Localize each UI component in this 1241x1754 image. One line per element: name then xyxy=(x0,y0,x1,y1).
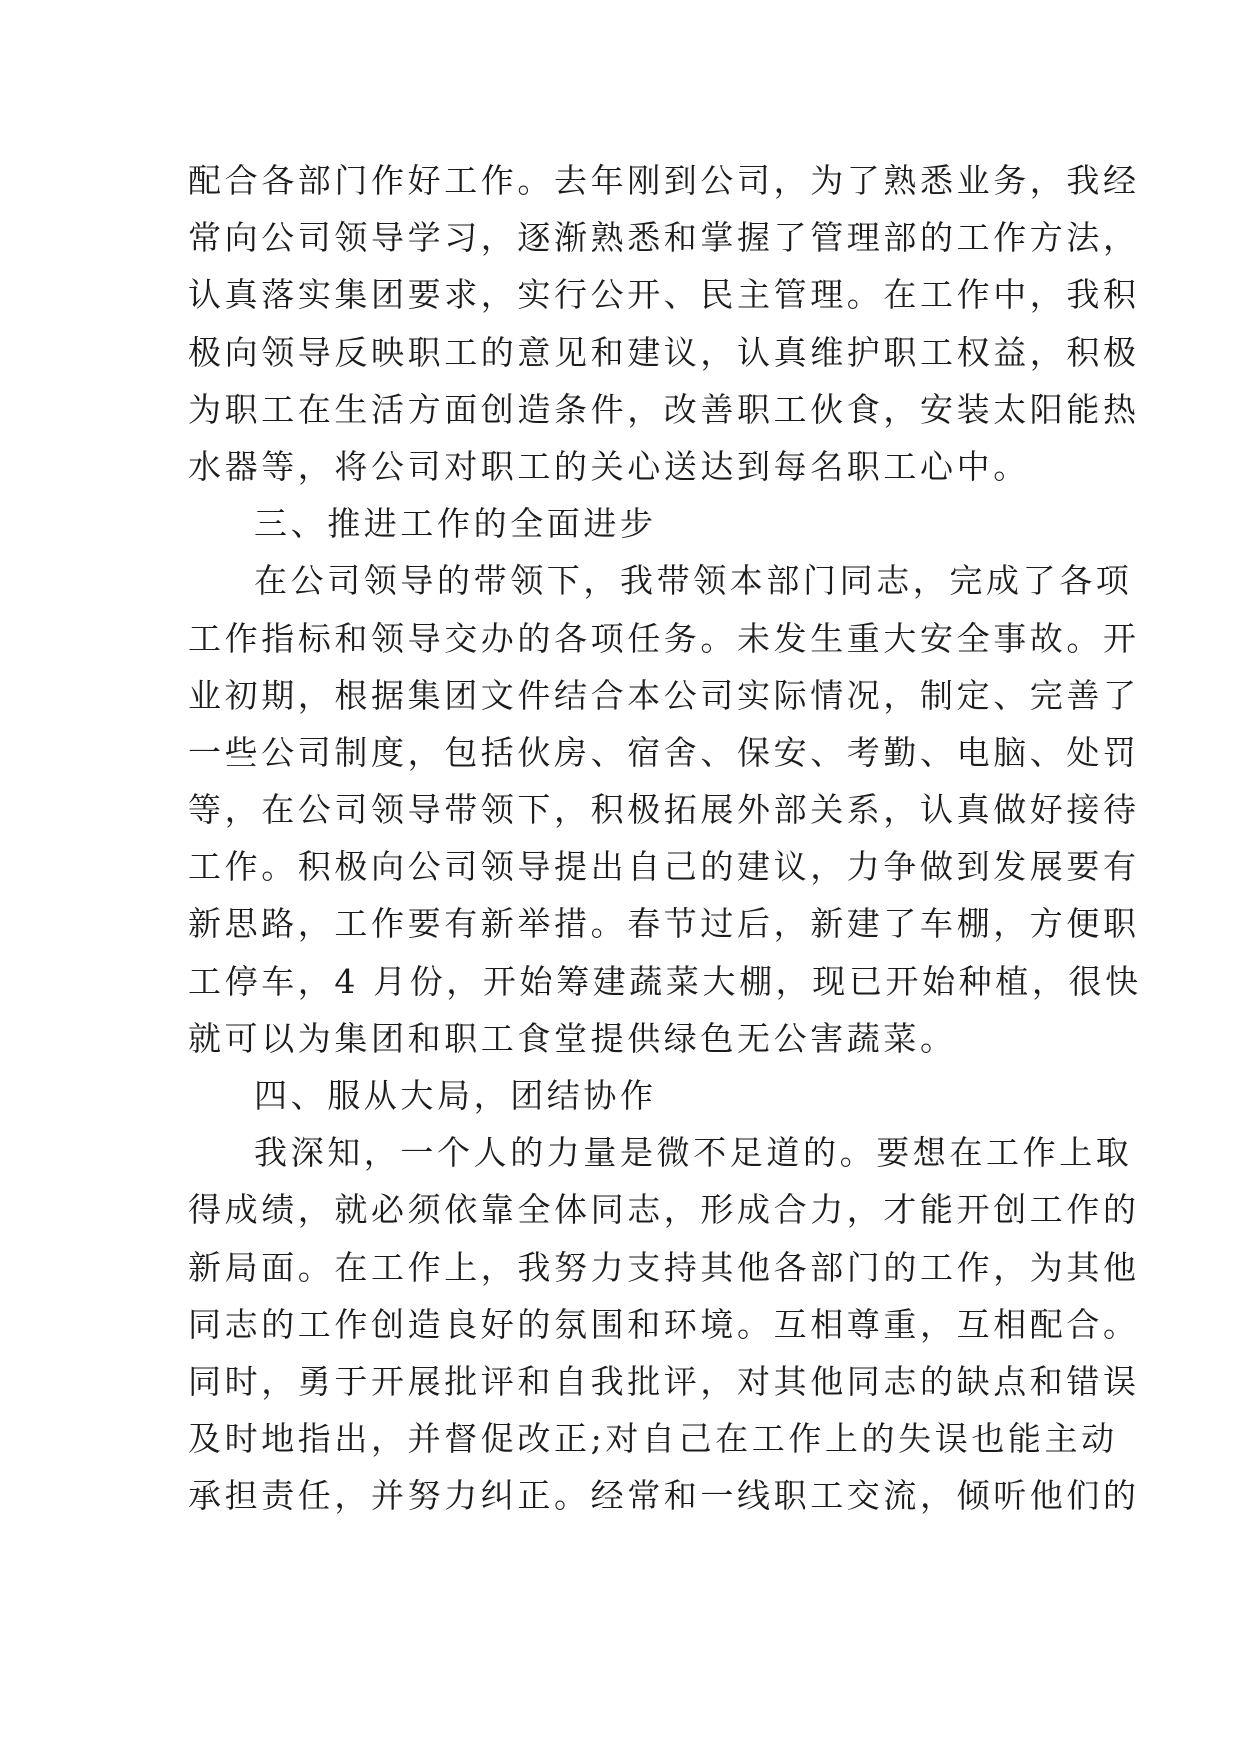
text-line: 同志的工作创造良好的氛围和环境。互相尊重，互相配合。 xyxy=(188,1304,1140,1344)
text-line: 水器等，将公司对职工的关心送达到每名职工心中。 xyxy=(188,446,1030,486)
text-line: 一些公司制度，包括伙房、宿舍、保安、考勤、电脑、处罚 xyxy=(188,732,1140,772)
text-line: 新思路，工作要有新举措。春节过后，新建了车棚，方便职 xyxy=(188,904,1140,944)
text-line: 就可以为集团和职工食堂提供绿色无公害蔬菜。 xyxy=(188,1018,957,1058)
document-body xyxy=(188,152,1142,1525)
text-line: 及时地指出，并督促改正;对自己在工作上的失误也能主动 xyxy=(188,1419,1118,1459)
text-line: 承担责任，并努力纠正。经常和一线职工交流，倾听他们的 xyxy=(188,1476,1140,1516)
text-line: 等，在公司领导带领下，积极拓展外部关系，认真做好接待 xyxy=(188,790,1140,830)
text-line: 认真落实集团要求，实行公开、民主管理。在工作中，我积 xyxy=(188,275,1140,315)
section-heading: 四、服从大局，团结协作 xyxy=(254,1076,657,1115)
text-line: 我深知，一个人的力量是微不足道的。要想在工作上取 xyxy=(254,1133,1133,1173)
text-line: 得成绩，就必须依靠全体同志，形成合力，才能开创工作的 xyxy=(188,1190,1140,1230)
text-line: 工停车，4 月份，开始筹建蔬菜大棚，现已开始种植，很快 xyxy=(188,961,1142,1001)
section-heading: 三、推进工作的全面进步 xyxy=(254,504,657,544)
text-line: 工作。积极向公司领导提出自己的建议，力争做到发展要有 xyxy=(188,847,1140,887)
text-line: 新局面。在工作上，我努力支持其他各部门的工作，为其他 xyxy=(188,1247,1140,1287)
text-line: 为职工在生活方面创造条件，改善职工伙食，安装太阳能热 xyxy=(188,389,1140,429)
text-line: 同时，勇于开展批评和自我批评，对其他同志的缺点和错误 xyxy=(188,1361,1140,1401)
text-line: 业初期，根据集团文件结合本公司实际情况，制定、完善了 xyxy=(188,675,1140,715)
text-line: 常向公司领导学习，逐渐熟悉和掌握了管理部的工作方法， xyxy=(188,218,1140,258)
text-line: 配合各部门作好工作。去年刚到公司，为了熟悉业务，我经 xyxy=(188,161,1140,200)
text-line: 工作指标和领导交办的各项任务。未发生重大安全事故。开 xyxy=(188,618,1140,658)
text-line: 极向领导反映职工的意见和建议，认真维护职工权益，积极 xyxy=(188,332,1140,372)
text-line: 在公司领导的带领下，我带领本部门同志，完成了各项 xyxy=(254,561,1133,601)
